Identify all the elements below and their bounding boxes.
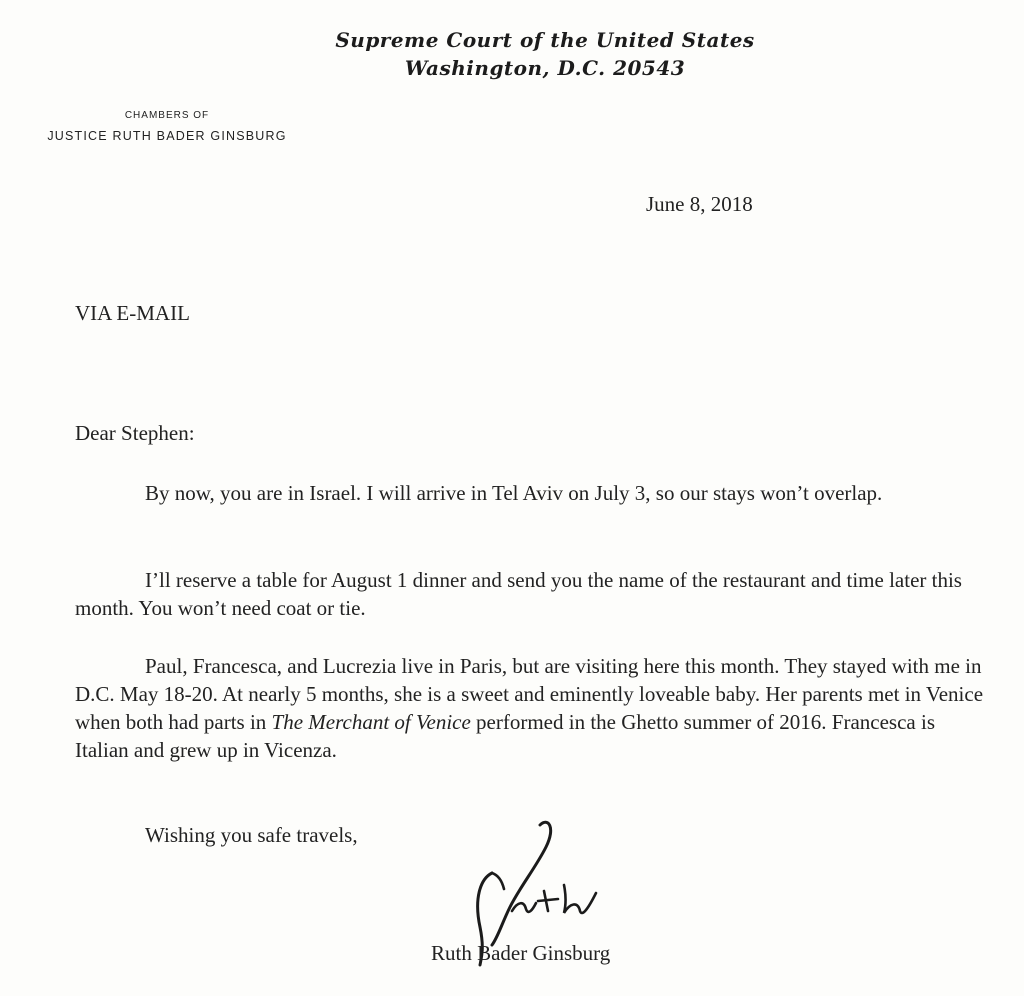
letterhead-court-name: Supreme Court of the United States xyxy=(335,28,755,52)
salutation: Dear Stephen: xyxy=(75,421,195,445)
body-paragraph-3 xyxy=(75,652,985,764)
letter-date: June 8, 2018 xyxy=(646,192,753,216)
closing: Wishing you safe travels, xyxy=(145,823,358,847)
letterhead xyxy=(0,28,1024,80)
body-paragraph-3-text-end: performed in the Ghetto summer of 2016. Francesca is Italian and grew up in Vicenza. xyxy=(75,710,936,762)
chambers-block xyxy=(22,110,312,143)
body-paragraph-2 xyxy=(75,566,985,622)
body-paragraph-1-text: By now, you are in Israel. I will arrive in Tel Aviv on July 3, so our stays won’t overlap. xyxy=(145,481,883,505)
body-paragraph-2-text: I’ll reserve a table for August 1 dinner and send you the name of the restaurant and time later this month. You won’t need coat or tie. xyxy=(75,568,962,620)
body-paragraph-1 xyxy=(75,479,985,507)
signer-name: Ruth Bader Ginsburg xyxy=(431,941,611,965)
play-title: The Merchant of Venice xyxy=(271,710,471,734)
chambers-label: CHAMBERS OF xyxy=(124,110,210,121)
justice-name: JUSTICE RUTH BADER GINSBURG xyxy=(47,129,287,143)
body-paragraph-3-text-start: Paul, Francesca, and Lucrezia live in Paris, but are visiting here this month. They stayed with me in D.C. May 18-20. At nearly 5 months, she is a sweet and eminently loveable baby. Her parents met in Venice when both had parts in xyxy=(75,654,984,734)
letterhead-address: Washington, D.C. 20543 xyxy=(404,56,686,80)
delivery-method: VIA E-MAIL xyxy=(75,301,190,325)
